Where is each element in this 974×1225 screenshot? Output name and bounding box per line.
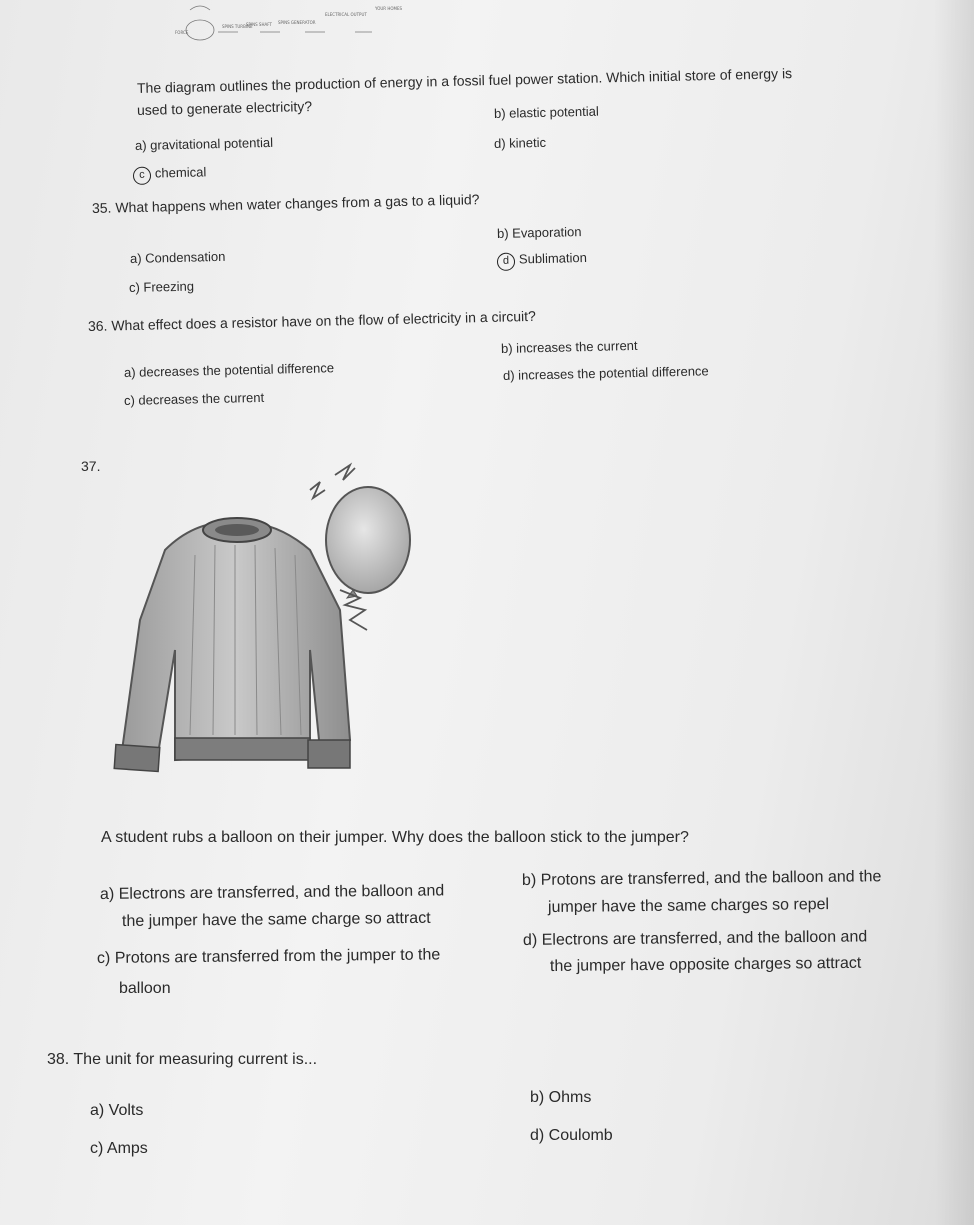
q36-option-c: c) decreases the current (123, 389, 265, 408)
jumper-shape (114, 518, 350, 772)
q35-option-b: b) Evaporation (496, 224, 582, 241)
page-shadow (934, 0, 974, 1225)
q37-option-b-line2: jumper have the same charges so repel (547, 896, 830, 916)
jumper-balloon-illustration (105, 460, 425, 780)
balloon-shape (326, 487, 410, 598)
q37-option-d-line1: d) Electrons are transferred, and the balloon and (522, 928, 868, 949)
answer-circle-mark: c (133, 167, 151, 185)
diagram-label-3: SPINS SHAFT (246, 22, 272, 27)
power-station-diagram (160, 0, 420, 48)
q38-option-d: d) Coulomb (530, 1127, 613, 1144)
q35-option-d-text: Sublimation (518, 249, 588, 267)
q37-option-a-line2: the jumper have the same charge so attract (121, 909, 431, 930)
diagram-label-6: YOUR HOMES (375, 6, 403, 11)
diagram-label-1: FORCE (175, 30, 189, 35)
q34-option-a: a) gravitational potential (134, 134, 274, 153)
q34-stem-line1: The diagram outlines the production of energy in a fossil fuel power station. Which initial store of energy is (136, 65, 793, 96)
answer-circle-mark: d (497, 253, 515, 271)
q38-option-a: a) Volts (90, 1102, 144, 1119)
q37-stem: A student rubs a balloon on their jumper. Why does the balloon stick to the jumper? (101, 829, 689, 846)
q36-stem: 36. What effect does a resistor have on the flow of electricity in a circuit? (87, 307, 537, 334)
q35-stem: 35. What happens when water changes from a gas to a liquid? (91, 191, 480, 216)
diagram-label-4: SPINS GENERATOR (278, 20, 316, 25)
q38-option-b: b) Ohms (530, 1089, 592, 1106)
diagram-label-5: ELECTRICAL OUTPUT (325, 12, 367, 17)
q36-option-d: d) increases the potential difference (502, 363, 709, 383)
q38-option-c: c) Amps (90, 1140, 148, 1157)
q34-option-c-text: chemical (154, 164, 207, 181)
q34-stem-line2: used to generate electricity? (136, 98, 313, 118)
q35-option-d (497, 250, 587, 271)
q34-option-b: b) elastic potential (493, 103, 599, 121)
q34-option-c (133, 164, 207, 185)
q37-option-d-line2: the jumper have opposite charges so attract (549, 954, 862, 975)
q34-option-d: d) kinetic (493, 134, 547, 151)
q35-option-c: c) Freezing (128, 278, 195, 295)
q36-option-a: a) decreases the potential difference (123, 360, 335, 380)
q36-option-b: b) increases the current (500, 337, 638, 356)
q37-option-a-line1: a) Electrons are transferred, and the balloon and (99, 882, 445, 903)
q37-number: 37. (81, 458, 101, 474)
q38-stem: 38. The unit for measuring current is... (47, 1051, 318, 1068)
q37-option-c-line1: c) Protons are transferred from the jumper to the (96, 946, 441, 967)
q37-option-b-line1: b) Protons are transferred, and the balloon and the (521, 868, 882, 889)
q35-option-a: a) Condensation (129, 248, 226, 266)
q37-option-c-line2: balloon (119, 980, 171, 997)
diagram-label-2: SPINS TURBINE (222, 24, 253, 29)
